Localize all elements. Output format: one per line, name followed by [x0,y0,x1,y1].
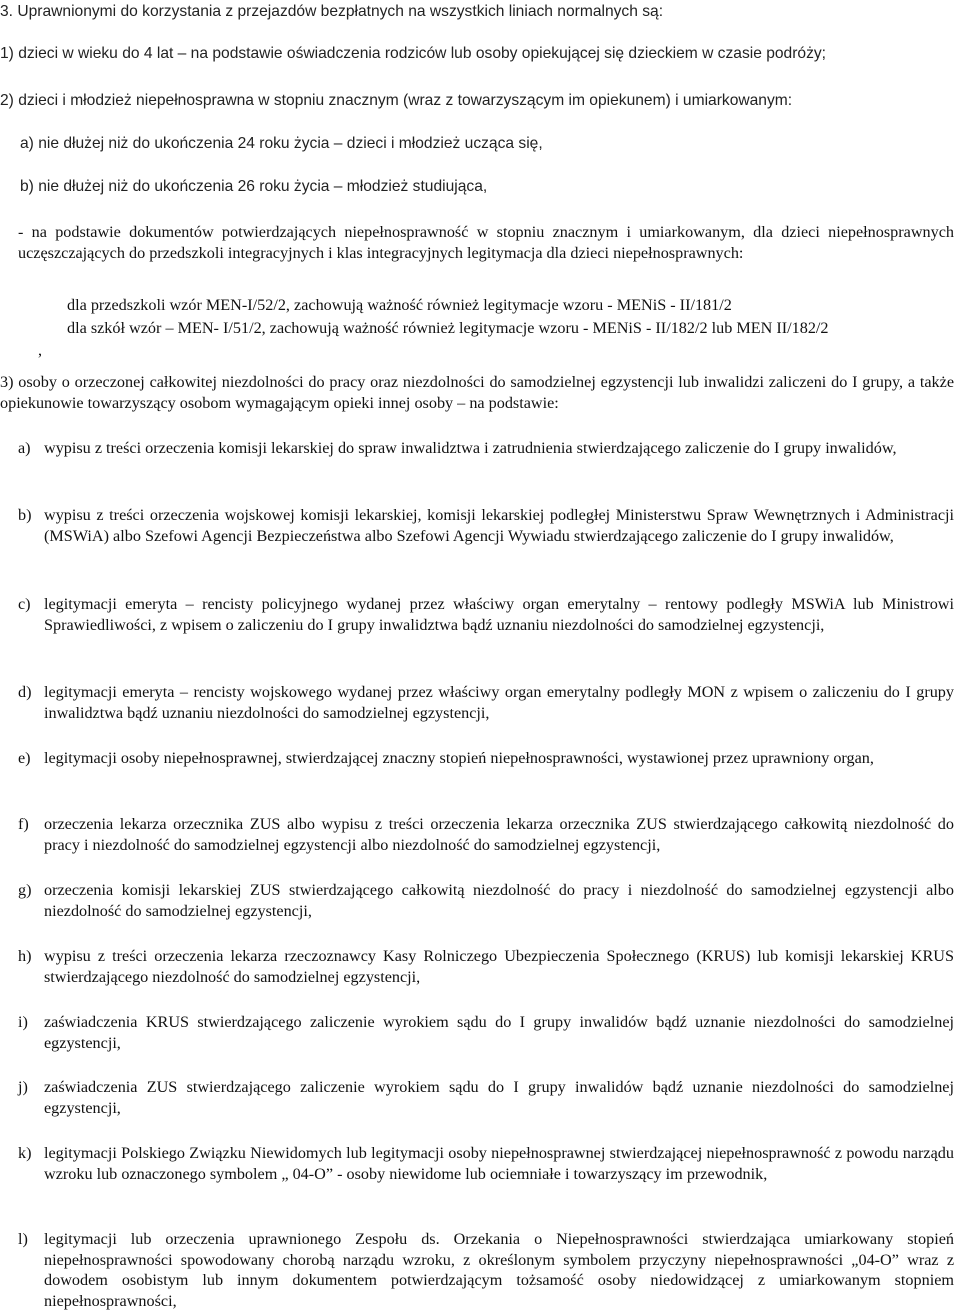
item-text: wypisu z treści orzeczenia wojskowej komisji lekarskiej, komisji lekarskiej podległej Ministerstwu Spraw Wewnętrznych i Administracji (MSWiA) albo Szefowi Agencji Bezpieczeństwa albo Szefowi Agencji Wywiadu stwierdzającego zaliczenie do I grupy inwalidów, [44,506,954,545]
item-text: wypisu z treści orzeczenia komisji lekarskiej do spraw inwalidztwa i zatrudnienia stwierdzającego zaliczenie do I grupy inwalidów, [44,439,897,457]
item-label: a) [18,439,31,457]
item-label: f) [18,815,29,833]
item-c [18,594,954,635]
item-text: legitymacji Polskiego Związku Niewidomych lub legitymacji osoby niepełnosprawnej stwierdzającej niepełnosprawność z powodu narządu wzroku lub oznaczonego symbolem „ 04-O” - osoby niewidome lub ociemniałe i towarzyszący im przewodnik, [44,1144,954,1183]
item-label: k) [18,1144,32,1162]
item-text: zaświadczenia ZUS stwierdzającego zaliczenie wyrokiem sądu do I grupy inwalidów bądź uznanie niezdolności do samodzielnej egzystencji, [44,1078,954,1117]
item-d [18,682,954,723]
item-text: zaświadczenia KRUS stwierdzającego zaliczenie wyrokiem sądu do I grupy inwalidów bądź uznanie niezdolności do samodzielnej egzystencji, [44,1013,954,1052]
point-3-text: 3) osoby o orzeczonej całkowitej niezdolności do pracy oraz niezdolności do samodzielnej egzystencji lub inwalidzi zaliczeni do I grupy, a także opiekunowie towarzyszący osobom wymagającym opieki innej osoby – na podstawie: [0,373,954,412]
item-h [18,946,954,987]
item-b [18,505,954,546]
item-text: orzeczenia komisji lekarskiej ZUS stwierdzającego całkowitą niezdolność do pracy i niezdolność do samodzielnej egzystencji albo niezdolność do samodzielnej egzystencji, [44,881,954,920]
item-e [18,748,954,769]
section-heading-text: 3. Uprawnionymi do korzystania z przejazdów bezpłatnych na wszystkich liniach normalnych są: [0,3,664,20]
item-text: legitymacji emeryta – rencisty policyjnego wydanej przez właściwy organ emerytalny – rentowy podległy MSWiA lub Ministrowi Sprawiedliwości, z wpisem o zaliczeniu do I grupy inwalidztwa bądź uznaniu niezdolności do samodzielnej egzystencji, [44,595,954,634]
stray-comma [38,340,954,361]
point-2-text: 2) dzieci i młodzież niepełnosprawna w stopniu znacznym (wraz z towarzyszącym im opiekunem) i umiarkowanym: [0,92,793,109]
documents-paragraph-text: - na podstawie dokumentów potwierdzających niepełnosprawność w stopniu znacznym i umiarkowanym, dla dzieci niepełnosprawnych uczęszczających do przedszkoli integracyjnych i klas integracyjnych legitymacja dla dzieci niepełnosprawnych: [18,223,954,262]
point-2b-text: b) nie dłużej niż do ukończenia 26 roku życia – młodzież studiująca, [20,178,488,195]
stray-comma-text: , [38,341,43,359]
item-label: c) [18,595,31,613]
item-label: b) [18,506,32,524]
item-label: e) [18,749,31,767]
item-text: legitymacji osoby niepełnosprawnej, stwierdzającej znaczny stopień niepełnosprawności, wystawionej przez uprawniony organ, [44,749,874,767]
item-label: j) [18,1078,28,1096]
point-3 [0,372,954,413]
section-heading [0,2,954,23]
item-text: wypisu z treści orzeczenia lekarza rzeczoznawcy Kasy Rolniczego Ubezpieczenia Społecznego (KRUS) lub komisji lekarskiej KRUS stwierdzającego niezdolność do samodzielnej egzystencji, [44,947,954,986]
point-1-text: 1) dzieci w wieku do 4 lat – na podstawie oświadczenia rodziców lub osoby opiekującej się dzieckiem w czasie podróży; [0,45,827,62]
item-l [18,1229,954,1311]
item-g [18,880,954,921]
point-1 [0,44,954,65]
item-f [18,814,954,855]
item-label: h) [18,947,32,965]
item-text: legitymacji emeryta – rencisty wojskowego wydanej przez właściwy organ emerytalny podległy MON z wpisem o zaliczeniu do I grupy inwalidztwa bądź uznaniu niezdolności do samodzielnej egzystencji, [44,683,954,722]
item-label: i) [18,1013,28,1031]
item-i [18,1012,954,1053]
item-text: legitymacji lub orzeczenia uprawnionego Zespołu ds. Orzekania o Niepełnosprawności stwierdzająca umiarkowany stopień niepełnosprawności spowodowany chorobą narządu wzroku, z określonym symbolem przyczyny niepełnosprawności „04-O” wraz z dowodem osobistym lub innym dokumentem potwierdzającym tożsamość osoby niedowidzącej z umiarkowanym stopniem niepełnosprawności, [44,1230,954,1310]
item-j [18,1077,954,1118]
legitymacja-school [67,318,954,339]
item-label: g) [18,881,32,899]
item-a [18,438,954,459]
item-text: orzeczenia lekarza orzecznika ZUS albo wypisu z treści orzeczenia lekarza orzecznika ZUS stwierdzającego całkowitą niezdolność do pracy i niezdolność do samodzielnej egzystencji albo niezdolność do samodzielnej egzystencji, [44,815,954,854]
point-2a-text: a) nie dłużej niż do ukończenia 24 roku życia – dzieci i młodzież ucząca się, [20,135,543,152]
legitymacja-school-text: dla szkół wzór – MEN- I/51/2, zachowują ważność również legitymacje wzoru - MENiS - II/182/2 lub MEN II/182/2 [67,319,829,337]
item-label: d) [18,683,32,701]
item-k [18,1143,954,1184]
documents-paragraph [18,222,954,263]
point-2a [20,134,954,155]
point-2 [0,91,954,112]
item-label: l) [18,1230,28,1248]
legitymacja-preschool [67,295,954,316]
point-2b [20,177,954,198]
legitymacja-preschool-text: dla przedszkoli wzór MEN-I/52/2, zachowują ważność również legitymacje wzoru - MENiS - II/181/2 [67,296,732,314]
